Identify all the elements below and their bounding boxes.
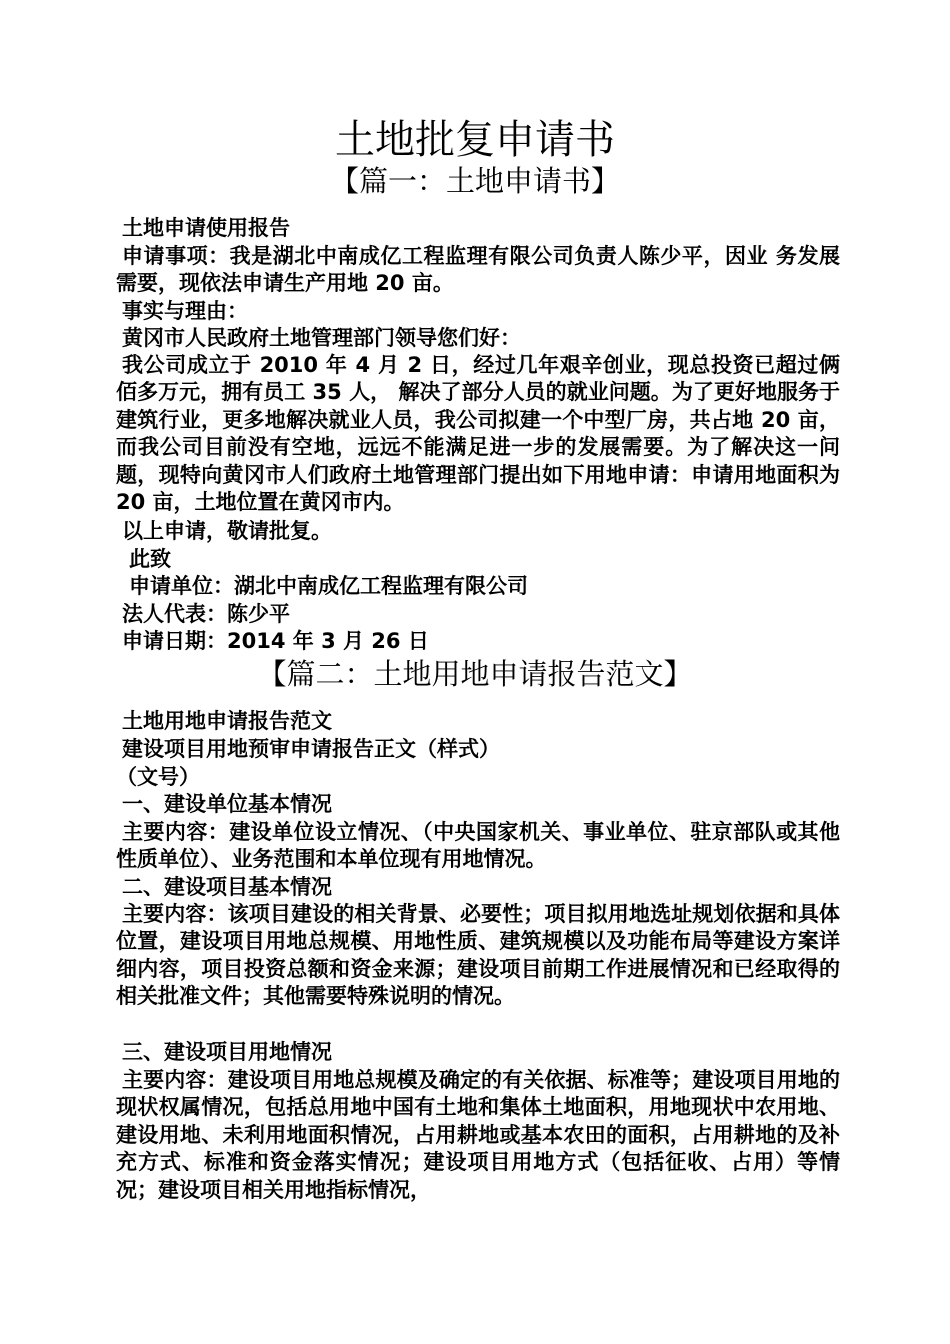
- part2-subtitle: 建设项目用地预审申请报告正文（样式）: [122, 737, 500, 761]
- part1-facts-label: 事实与理由：: [122, 299, 248, 323]
- part1-matter: 申请事项：我是湖北中南成亿工程监理有限公司负责人陈少平，因业 务发展需要，现依法申请生产用地 20 亩。: [116, 244, 840, 296]
- part1-heading: 【篇一：土地申请书】: [329, 164, 620, 198]
- document-title: 土地批复申请书: [335, 117, 615, 163]
- part1-closing: 以上申请，敬请批复。: [122, 519, 332, 543]
- part1-date: 申请日期：2014 年 3 月 26 日: [122, 629, 429, 653]
- section2-body: 主要内容：该项目建设的相关背景、必要性；项目拟用地选址规划依据和具体位置，建设项目用地总规模、用地性质、建筑规模以及功能布局等建设方案详细内容，项目投资总额和资金来源；建设项目前期工作进展情况和已经取得的相关批准文件；其他需要特殊说明的情况。: [116, 902, 840, 1009]
- part1-body: 我公司成立于 2010 年 4 月 2 日，经过几年艰辛创业，现总投资已超过俩佰多万元，拥有员工 35 人， 解决了部分人员的就业问题。为了更好地服务于建筑行业，更多地解决就业人员，我公司拟建一个中型厂房，共占地 20 亩，而我公司目前没有空地，远远不能满足进一步的发展需要。为了解决这一问题，现特向黄冈市人们政府土地管理部门提出如下用地申请：申请用地面积为 20 亩，土地位置在黄冈市内。: [116, 353, 840, 515]
- part2-heading: 【篇二：土地用地申请报告范文】: [257, 657, 693, 691]
- part1-salute: 此致: [129, 547, 171, 571]
- section3-title: 三、建设项目用地情况: [122, 1040, 332, 1064]
- part1-report-title: 土地申请使用报告: [122, 216, 290, 240]
- section3-body: 主要内容：建设项目用地总规模及确定的有关依据、标准等；建设项目用地的现状权属情况，包括总用地中国有土地和集体土地面积，用地现状中农用地、建设用地、未利用地面积情况，占用耕地或基本农田的面积，占用耕地的及补充方式、标准和资金落实情况；建设项目用地方式（包括征收、占用）等情况；建设项目相关用地指标情况，: [116, 1068, 840, 1202]
- section1-title: 一、建设单位基本情况: [122, 792, 332, 816]
- part2-report-title: 土地用地申请报告范文: [122, 709, 332, 733]
- part2-doc-no: （文号）: [116, 765, 200, 789]
- section2-title: 二、建设项目基本情况: [122, 875, 332, 899]
- part1-legal-rep: 法人代表：陈少平: [122, 602, 290, 626]
- part1-greeting: 黄冈市人民政府土地管理部门领导您们好：: [122, 326, 521, 350]
- part1-applicant: 申请单位：湖北中南成亿工程监理有限公司: [129, 574, 528, 598]
- section1-body: 主要内容：建设单位设立情况、（中央国家机关、事业单位、驻京部队或其他性质单位）、业务范围和本单位现有用地情况。: [116, 820, 840, 872]
